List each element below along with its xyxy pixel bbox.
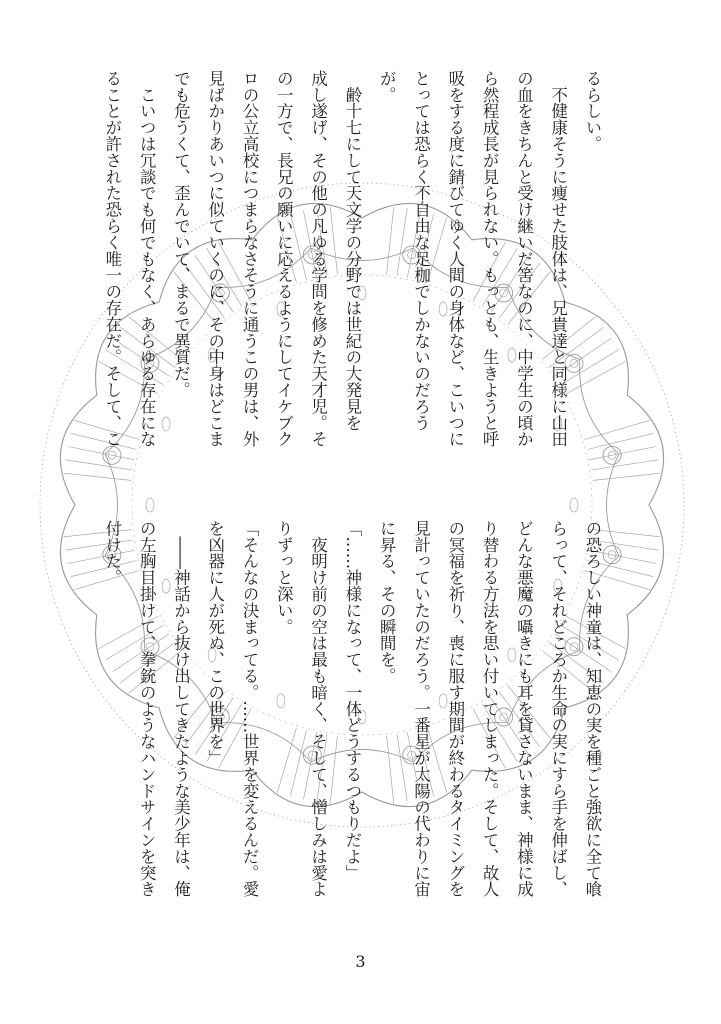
text-line: 「そんなの決まってる。……世界を変えるんだ。愛	[240, 520, 260, 898]
text-line: とっては恐らく不自由な足枷でしかないのだろう	[411, 70, 431, 431]
text-line: ――神話から抜け出してきたような美少年は、俺	[171, 520, 191, 898]
text-line: 不健康そうに痩せた肢体は、兄貴達と同様に山田	[548, 70, 568, 448]
text-line: ら然程成長が見られない。もっとも、生きようと呼	[480, 70, 500, 448]
text-line: りずっと深い。	[274, 520, 294, 635]
text-line: に昇る、その瞬間を。	[377, 520, 397, 684]
upper-text-block	[102, 70, 609, 470]
text-line: 成し遂げ、その他の凡ゆる学問を修めた天才児。そ	[308, 70, 328, 448]
text-line: 付けた。	[102, 520, 122, 586]
text-line: の冥福を祈り、喪に服す期間が終わるタイミングを	[445, 520, 465, 898]
text-line: ることが許された恐らく唯一の存在だ。そして、こ	[102, 70, 122, 448]
text-line: どんな悪魔の囁きにも耳を貸さないまま、神様に成	[514, 520, 534, 898]
text-line: 夜明け前の空は最も暗く、そして、憎しみは愛よ	[308, 520, 328, 898]
text-line: でも危うくて、歪んでいて、まるで異質だ。	[171, 70, 191, 398]
text-line: の血をきちんと受け継いだ筈なのに、中学生の頃か	[514, 70, 534, 448]
text-line: ロの公立高校につまらなさそうに通うこの男は、外	[240, 70, 260, 448]
text-line: 齢十七にして天文学の分野では世紀の大発見を	[342, 70, 362, 431]
text-line: らって、それどころか生命の実にすら手を伸ばし、	[548, 520, 568, 898]
page-number: 3	[355, 952, 366, 971]
text-line: り替わる方法を思い付いてしまった。そして、故人	[480, 520, 500, 898]
lower-text-block	[102, 520, 609, 940]
text-line: の一方で、長兄の願いに応えるようにしてイケブク	[274, 70, 294, 448]
text-line: るらしい。	[583, 70, 602, 152]
text-line: こいつは冗談でも何でもなく、あらゆる存在にな	[137, 70, 157, 448]
text-line: 吸をする度に錆びてゆく人間の身体など、こいつに	[445, 70, 465, 448]
text-line: を凶器に人が死ぬ、この世界を」	[205, 520, 225, 766]
text-line: 見ばかりあいつに似ていくのに、その中身はどこま	[205, 70, 225, 448]
text-line: が。	[377, 70, 397, 103]
text-line: の左胸目掛けて、拳銃のようなハンドサインを突き	[137, 520, 157, 898]
text-line: 「……神様になって、一体どうするつもりだよ」	[342, 520, 362, 881]
text-line: 見計っていたのだろう。一番星が太陽の代わりに宙	[411, 520, 431, 898]
text-line: の恐ろしい神童は、知恵の実を種ごと強欲に全て喰	[583, 520, 602, 898]
